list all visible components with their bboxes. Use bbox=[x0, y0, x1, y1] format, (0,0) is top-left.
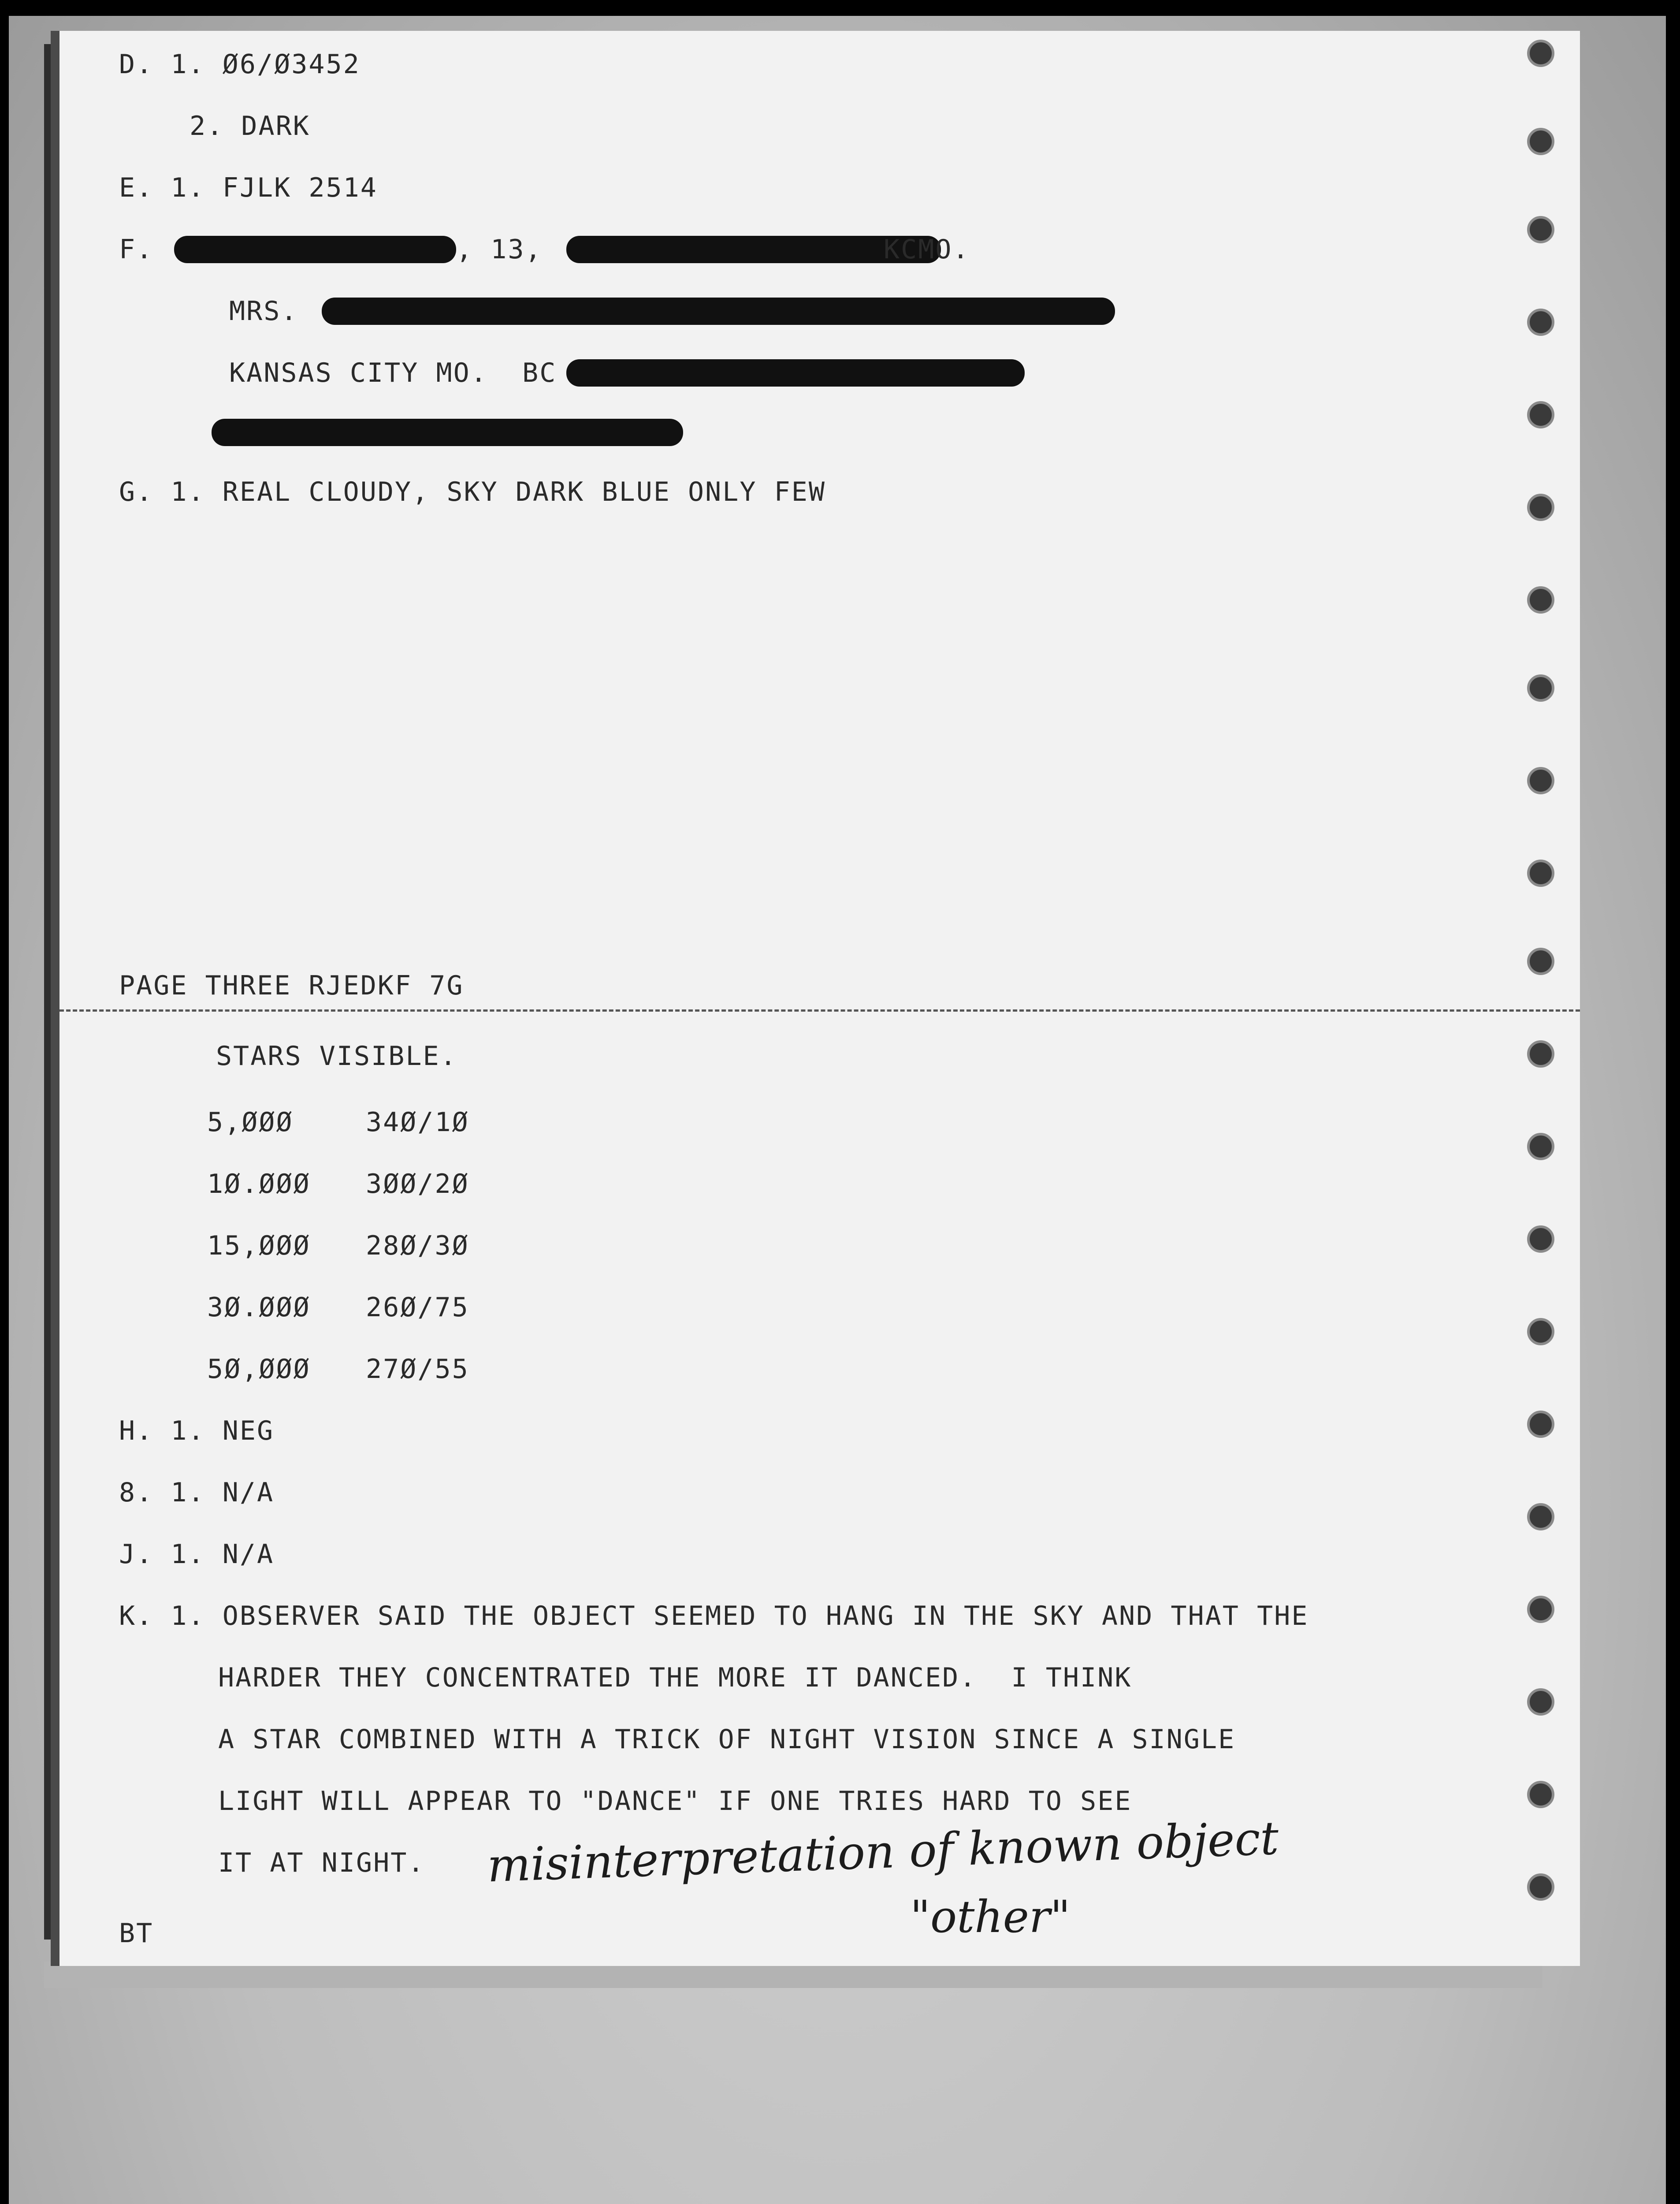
handwritten-note: misinterpretation of known object bbox=[486, 1811, 1280, 1893]
redaction-bar bbox=[212, 419, 683, 446]
item-h1: H. 1. NEG bbox=[119, 1415, 275, 1446]
film-border bbox=[0, 0, 1680, 16]
wind-direction-speed: 28Ø/3Ø bbox=[366, 1230, 469, 1261]
feed-hole bbox=[1527, 1781, 1554, 1808]
wind-altitude: 5Ø,ØØØ bbox=[207, 1354, 311, 1385]
item-e1: E. 1. FJLK 2514 bbox=[119, 172, 378, 203]
film-border bbox=[1666, 0, 1680, 2204]
item-k-line2: HARDER THEY CONCENTRATED THE MORE IT DANCED. I THINK bbox=[218, 1662, 1132, 1693]
page-break-line bbox=[59, 1009, 1580, 1012]
page-header: PAGE THREE RJEDKF 7G bbox=[119, 970, 464, 1001]
wind-direction-speed: 3ØØ/2Ø bbox=[366, 1169, 469, 1199]
redaction-bar bbox=[322, 298, 1115, 325]
item-k-line5: IT AT NIGHT. bbox=[218, 1847, 425, 1878]
feed-hole bbox=[1527, 860, 1554, 887]
feed-hole bbox=[1527, 1596, 1554, 1623]
item-f-kansas-city: KANSAS CITY MO. BC bbox=[229, 357, 557, 388]
feed-hole bbox=[1527, 494, 1554, 521]
feed-hole bbox=[1527, 40, 1554, 67]
item-f-label: F. bbox=[119, 234, 154, 265]
feed-hole bbox=[1527, 1225, 1554, 1253]
wind-altitude: 3Ø.ØØØ bbox=[207, 1292, 311, 1323]
wind-altitude: 5,ØØØ bbox=[207, 1107, 294, 1138]
item-k1: K. 1. OBSERVER SAID THE OBJECT SEEMED TO HANG IN THE SKY AND THAT THE bbox=[119, 1601, 1309, 1631]
item-g1: G. 1. REAL CLOUDY, SKY DARK BLUE ONLY FEW bbox=[119, 477, 826, 507]
wind-direction-speed: 34Ø/1Ø bbox=[366, 1107, 469, 1138]
film-border bbox=[0, 0, 9, 2204]
item-i1: 8. 1. N/A bbox=[119, 1477, 275, 1508]
item-k-line4: LIGHT WILL APPEAR TO "DANCE" IF ONE TRIES HARD TO SEE bbox=[218, 1786, 1132, 1817]
feed-hole bbox=[1527, 401, 1554, 428]
feed-hole bbox=[1527, 948, 1554, 975]
feed-hole bbox=[1527, 767, 1554, 794]
item-f-number: , 13, bbox=[456, 234, 543, 265]
wind-direction-speed: 26Ø/75 bbox=[366, 1292, 469, 1323]
item-f-city: KCMO. bbox=[884, 234, 970, 265]
feed-hole bbox=[1527, 1133, 1554, 1160]
feed-hole bbox=[1527, 1688, 1554, 1716]
item-d1: D. 1. Ø6/Ø3452 bbox=[119, 49, 361, 80]
item-j1: J. 1. N/A bbox=[119, 1539, 275, 1570]
stars-visible: STARS VISIBLE. bbox=[216, 1041, 457, 1072]
teletype-page bbox=[59, 31, 1580, 1966]
feed-hole bbox=[1527, 1873, 1554, 1901]
wind-direction-speed: 27Ø/55 bbox=[366, 1354, 469, 1385]
feed-hole bbox=[1527, 1040, 1554, 1068]
item-k-line3: A STAR COMBINED WITH A TRICK OF NIGHT VISION SINCE A SINGLE bbox=[218, 1724, 1236, 1755]
redaction-bar bbox=[566, 359, 1025, 387]
feed-hole bbox=[1527, 586, 1554, 614]
item-f-mrs: MRS. bbox=[229, 296, 298, 327]
feed-hole bbox=[1527, 216, 1554, 243]
item-d2: 2. DARK bbox=[190, 111, 310, 141]
redaction-bar bbox=[174, 236, 456, 263]
feed-hole bbox=[1527, 1318, 1554, 1345]
end-marker: BT bbox=[119, 1918, 154, 1949]
wind-altitude: 1Ø.ØØØ bbox=[207, 1169, 311, 1199]
handwritten-category: "other" bbox=[910, 1891, 1070, 1943]
feed-hole bbox=[1527, 674, 1554, 702]
feed-hole bbox=[1527, 309, 1554, 336]
wind-altitude: 15,ØØØ bbox=[207, 1230, 311, 1261]
feed-hole bbox=[1527, 1503, 1554, 1530]
feed-hole bbox=[1527, 128, 1554, 155]
feed-hole bbox=[1527, 1411, 1554, 1438]
